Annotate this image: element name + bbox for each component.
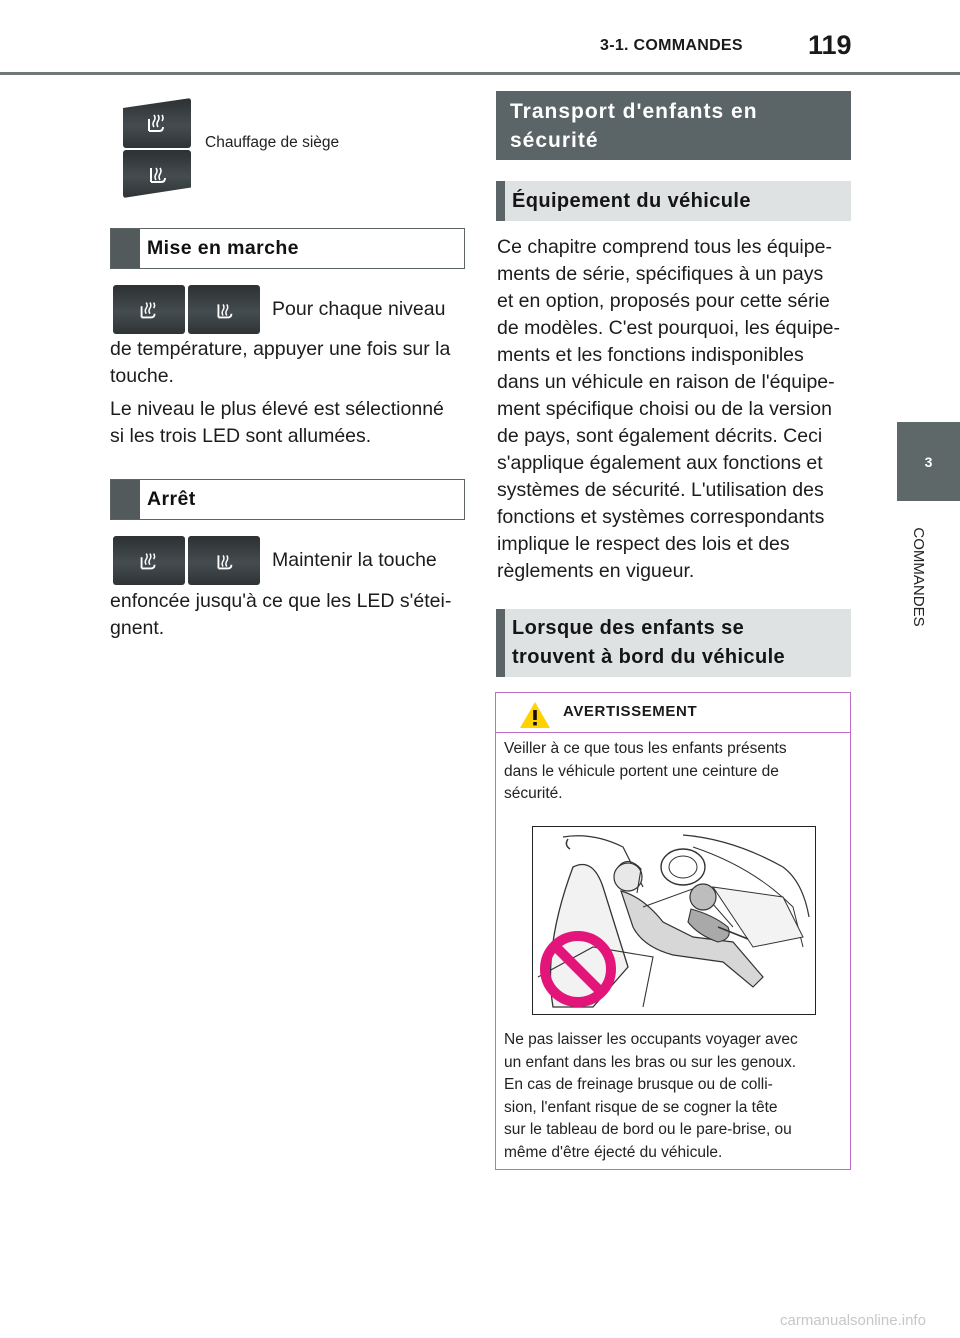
warning-line: En cas de freinage brusque ou de colli- (504, 1076, 773, 1093)
heading-line: trouvent à bord du véhicule (512, 646, 786, 668)
switch-off-text-line: gnent. (110, 617, 165, 639)
prohibition-icon (537, 928, 619, 1010)
warning-line: dans le véhicule portent une ceinture de (504, 762, 779, 780)
header-rule (0, 72, 960, 75)
heading-children-on-board-label (512, 609, 845, 677)
warning-text-1 (504, 738, 844, 806)
paragraph-line: et en option, proposés pour cette série (497, 290, 830, 312)
paragraph-line: Ce chapitre comprend tous les équipe- (497, 236, 832, 258)
switch-on-text-line: Le niveau le plus élevé est sélectionné (110, 398, 444, 420)
chapter-tab-number[interactable]: 3 (897, 422, 960, 501)
seat-heating-icon (143, 109, 171, 137)
switch-on-text-line: touche. (110, 365, 174, 387)
chapter-section-title: 3-1. COMMANDES (600, 37, 743, 54)
seat-heating-button-left (113, 285, 185, 334)
heading-switch-on-label: Mise en marche (147, 237, 299, 259)
warning-text-2 (504, 1029, 844, 1164)
heading-bar (111, 480, 140, 519)
paragraph-line: ments de série, spécifiques à un pays (497, 263, 824, 285)
paragraph-line: ments et les fonctions indisponibles (497, 344, 804, 366)
paragraph-line: dans un véhicule en raison de l'équipe- (497, 371, 835, 393)
seat-heating-button-left (113, 536, 185, 585)
equipment-paragraph (497, 234, 857, 585)
heading-vehicle-equipment-label: Équipement du véhicule (512, 189, 751, 212)
heading-children-on-board (496, 609, 851, 677)
seat-heating-caption: Chauffage de siège (205, 134, 340, 151)
paragraph-line: règlements en vigueur. (497, 560, 695, 582)
page-number: 119 (808, 30, 852, 60)
seat-heating-icon (211, 297, 237, 323)
seat-heating-button-passenger (123, 150, 191, 198)
warning-line: un enfant dans les bras ou sur les genoux. (504, 1053, 797, 1071)
heading-vehicle-equipment (496, 181, 851, 221)
heading-switch-on (110, 228, 465, 269)
paragraph-line: ment spécifique choisi ou de la version (497, 398, 832, 420)
warning-line: même d'être éjecté du véhicule. (504, 1143, 723, 1161)
heading-line: Lorsque des enfants se (512, 617, 745, 639)
switch-off-text-inline: Maintenir la touche (272, 549, 437, 571)
chapter-tab-label-text: COMMANDES (910, 527, 927, 627)
switch-on-text-line: si les trois LED sont allumées. (110, 425, 372, 447)
heading-bar (496, 181, 505, 221)
seat-heating-icon (211, 548, 237, 574)
section-heading-line: sécurité (510, 129, 599, 152)
seat-heating-icon (143, 160, 171, 188)
switch-off-text-line: enfoncée jusqu'à ce que les LED s'étei- (110, 590, 452, 612)
paragraph-line: de modèles. C'est pourquoi, les équipe- (497, 317, 841, 339)
watermark: carmanualsonline.info (780, 1312, 926, 1329)
paragraph-line: de pays, sont également décrits. Ceci (497, 425, 823, 447)
paragraph-line: s'applique également aux fonctions et (497, 452, 823, 474)
heading-bar (111, 229, 140, 268)
section-heading-line: Transport d'enfants en (510, 100, 758, 123)
heading-switch-off (110, 479, 465, 520)
warning-line: Veiller à ce que tous les enfants présents (504, 740, 787, 757)
switch-on-text-inline: Pour chaque niveau (272, 298, 446, 320)
chapter-tab-label (902, 512, 934, 642)
seat-heating-button-right (188, 536, 260, 585)
paragraph-line: fonctions et systèmes correspondants (497, 506, 825, 528)
switch-on-text-line: de température, appuyer une fois sur la (110, 338, 451, 360)
paragraph-line: implique le respect des lois et des (497, 533, 790, 555)
warning-line: sur le tableau de bord ou le pare-brise, ou (504, 1121, 792, 1138)
warning-title: AVERTISSEMENT (563, 703, 698, 720)
section-heading-child-safety (496, 91, 851, 160)
warning-triangle-icon (518, 700, 552, 730)
heading-bar (496, 609, 505, 677)
seat-heating-button-right (188, 285, 260, 334)
seat-heating-icon (136, 297, 162, 323)
warning-line: sécurité. (504, 785, 563, 802)
heading-switch-off-label: Arrêt (147, 488, 196, 510)
warning-line: sion, l'enfant risque de se cogner la tête (504, 1098, 778, 1116)
warning-line: Ne pas laisser les occupants voyager avec (504, 1031, 798, 1048)
seat-heating-icon (136, 548, 162, 574)
seat-heating-button-driver (123, 98, 191, 148)
paragraph-line: systèmes de sécurité. L'utilisation des (497, 479, 824, 501)
